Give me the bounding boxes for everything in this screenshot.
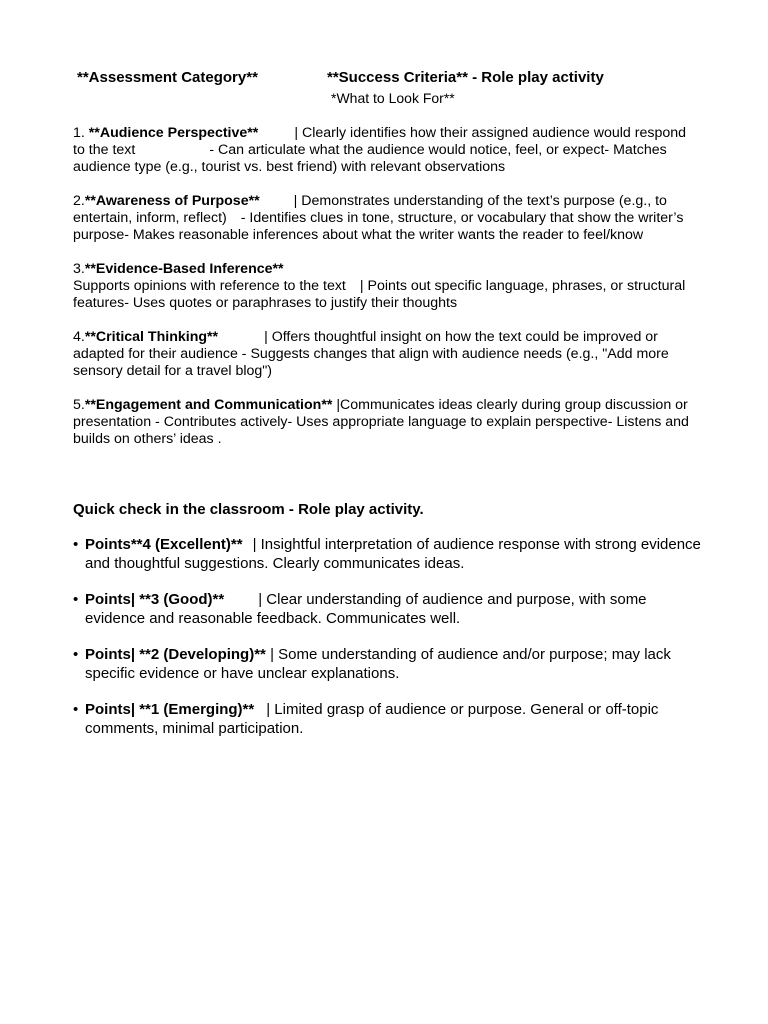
- criterion-text-continued: - Can articulate what the audience would notice, feel, or expect- Matches audience type (e.g., tourist vs. best friend) with relevant observations: [73, 142, 667, 175]
- points-label: Points| **2 (Developing)**: [85, 646, 266, 663]
- criterion-title: **Evidence-Based Inference**: [84, 261, 284, 277]
- bullet-icon: •: [73, 646, 79, 663]
- points-label: Points**4 (Excellent)**: [85, 536, 243, 553]
- bullet-icon: •: [73, 536, 79, 553]
- points-description: | Insightful interpretation of audience response with strong evidence and thoughtful suggestions. Clearly communicates ideas.: [85, 536, 701, 572]
- criterion-text: | Demonstrates understanding of the text’s purpose (e.g., to entertain, inform, reflect): [73, 193, 667, 226]
- assessment-category-heading: **Assessment Category**: [77, 69, 258, 86]
- list-item: [73, 591, 703, 628]
- criterion-number: 5.: [73, 397, 85, 413]
- points-description: | Some understanding of audience and/or purpose; may lack specific evidence or have unclear explanations.: [85, 646, 671, 682]
- points-list: [73, 536, 703, 756]
- success-criteria-heading: **Success Criteria** - Role play activity: [327, 69, 604, 86]
- what-to-look-for-heading: *What to Look For**: [331, 90, 455, 106]
- list-item: [73, 701, 703, 738]
- bullet-icon: •: [73, 701, 79, 718]
- criterion-number: 2.: [73, 193, 85, 209]
- criterion-engagement-communication: [73, 397, 698, 448]
- criterion-text: | Clearly identifies how their assigned audience would respond to the text: [73, 125, 687, 158]
- criterion-awareness-of-purpose: [73, 193, 698, 244]
- list-item: [73, 646, 703, 683]
- criterion-title: **Audience Perspective**: [88, 125, 259, 141]
- criterion-title: **Awareness of Purpose**: [84, 193, 260, 209]
- criterion-audience-perspective: [73, 125, 698, 176]
- criterion-text: | Offers thoughtful insight on how the text could be improved or adapted for their audience - Suggests changes that align with audience needs (e.g., "Add more sensory detail for a travel blog"): [73, 329, 669, 379]
- points-label: Points| **3 (Good)**: [85, 591, 225, 608]
- criterion-evidence-based-inference: [73, 261, 698, 312]
- bullet-icon: •: [73, 591, 79, 608]
- points-label: Points| **1 (Emerging)**: [85, 701, 255, 718]
- list-item: [73, 536, 703, 573]
- criterion-text: |Communicates ideas clearly during group discussion or presentation - Contributes actively- Uses appropriate language to explain perspective- Listens and builds on others’ ideas .: [73, 397, 689, 447]
- table-header: [77, 69, 717, 109]
- criterion-text: Supports opinions with reference to the text: [73, 278, 346, 294]
- criterion-number: 1.: [73, 125, 89, 141]
- criterion-title: **Critical Thinking**: [84, 329, 219, 345]
- points-description: | Clear understanding of audience and purpose, with some evidence and reasonable feedback. Communicates well.: [85, 591, 647, 627]
- criterion-number: 4.: [73, 329, 85, 345]
- points-description: | Limited grasp of audience or purpose. General or off-topic comments, minimal participation.: [85, 701, 659, 737]
- criterion-text-continued: | Points out specific language, phrases, or structural features- Uses quotes or paraphrases to justify their thoughts: [73, 278, 686, 311]
- criterion-title: **Engagement and Communication**: [84, 397, 333, 413]
- quick-check-title: Quick check in the classroom - Role play activity.: [73, 501, 424, 518]
- criteria-list: [73, 125, 698, 465]
- criterion-number: 3.: [73, 261, 85, 277]
- criterion-critical-thinking: [73, 329, 698, 380]
- criterion-text-continued: - Identifies clues in tone, structure, or vocabulary that show the writer’s purpose- Makes reasonable inferences about what the writer wants the reader to feel/know: [73, 210, 684, 243]
